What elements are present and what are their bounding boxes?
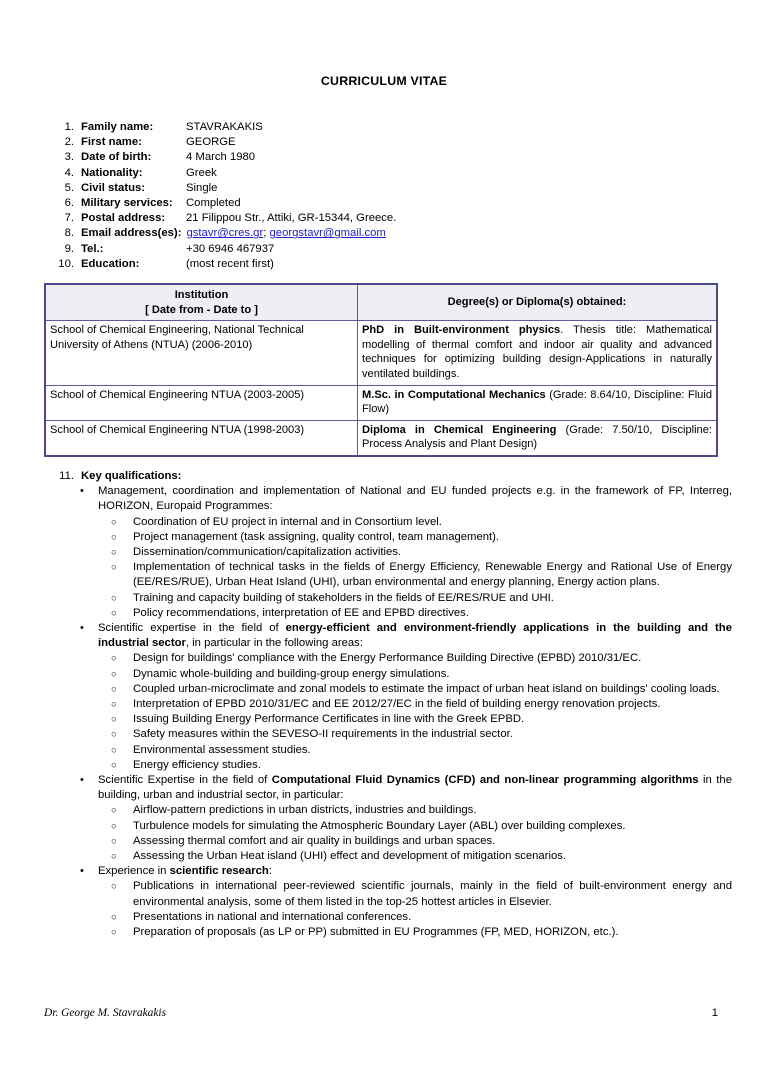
- qualification-subitem-text: Design for buildings' compliance with the Energy Performance Building Directive (EPBD) 2010/31/EC.: [133, 652, 642, 665]
- qualification-subitem: [98, 515, 732, 530]
- personal-detail-row: [52, 196, 732, 211]
- table-row: [45, 385, 717, 420]
- subbullet-icon: ○: [111, 805, 117, 817]
- header-institution: [45, 284, 358, 321]
- personal-detail-number: 5.: [64, 181, 74, 194]
- text-pre: Experience in: [98, 865, 170, 878]
- qualification-subitem: [98, 727, 732, 742]
- degree-title: PhD in Built-environment physics: [362, 324, 561, 337]
- qualification-subitem: [98, 606, 732, 621]
- personal-detail-number: 2.: [64, 136, 74, 149]
- personal-detail-value: 4 March 1980: [186, 151, 256, 164]
- qualification-subitem: [98, 803, 732, 818]
- qualification-item: [52, 864, 732, 940]
- personal-detail-row: [52, 242, 732, 257]
- personal-detail-number: 1.: [64, 121, 74, 133]
- table-row: [45, 321, 717, 385]
- degree-details: . Thesis title: Mathematical modelling of thermal comfort and indoor air quality and advanced techniques for optimizing building design-Applications in naturally ventilated buildings.: [362, 324, 712, 380]
- qualification-subitem-text: Assessing the Urban Heat island (UHI) effect and development of mitigation scenarios.: [133, 850, 567, 863]
- education-table-head: [45, 284, 717, 321]
- subbullet-icon: ○: [111, 547, 117, 559]
- subbullet-icon: ○: [111, 927, 117, 939]
- qualification-subitem-text: Energy efficiency studies.: [133, 758, 261, 771]
- degree-title: M.Sc. in Computational Mechanics: [362, 388, 546, 401]
- personal-detail-row: [52, 226, 732, 241]
- qualification-subitem-text: Training and capacity building of stakeholders in the fields of EE/RES/RUE and UHI.: [133, 591, 554, 604]
- subbullet-icon: ○: [111, 699, 117, 711]
- text-emphasis: scientific research: [169, 865, 269, 878]
- page-title: CURRICULUM VITAE: [320, 74, 448, 88]
- key-qualifications-bullets: [52, 484, 732, 940]
- personal-detail-label: Email address(es):: [81, 227, 182, 240]
- education-table-body: [45, 321, 717, 456]
- qualification-subitem: [98, 651, 732, 666]
- personal-detail-row: [52, 211, 732, 226]
- subbullet-icon: ○: [111, 531, 117, 543]
- email-link-primary[interactable]: gstavr@cres.gr: [186, 227, 264, 240]
- qualification-item-text: [98, 622, 732, 649]
- subbullet-icon: ○: [111, 881, 117, 893]
- personal-detail-value: Greek: [186, 166, 217, 179]
- qualification-subitem: [98, 819, 732, 834]
- subbullet-icon: ○: [111, 607, 117, 619]
- personal-detail-number: 10.: [58, 257, 74, 270]
- footer-author-name: Dr. George M. Stavrakakis: [44, 1007, 167, 1019]
- header-degree: Degree(s) or Diploma(s) obtained:: [358, 284, 718, 321]
- degree-details: (Grade: 7.50/10, Discipline: Process Analysis and Plant Design): [362, 423, 712, 451]
- subbullet-icon: ○: [111, 911, 117, 923]
- text-pre: Scientific expertise in the field of: [98, 622, 286, 635]
- personal-detail-number: 3.: [64, 151, 74, 164]
- bullet-icon: •: [80, 774, 84, 787]
- text-post: in the building, urban and industrial sector, in particular:: [98, 774, 732, 802]
- personal-detail-label: Tel.:: [81, 242, 104, 255]
- subbullet-icon: ○: [111, 729, 117, 741]
- personal-detail-label: First name:: [81, 136, 142, 149]
- qualification-subitem: [98, 591, 732, 606]
- qualification-subitem-text: Assessing thermal comfort and air quality in buildings and urban spaces.: [133, 834, 496, 847]
- personal-detail-label: Date of birth:: [81, 151, 152, 164]
- qualification-subitem-text: Interpretation of EPBD 2010/31/EC and EE 2012/27/EC in the field of building energy renovation projects.: [133, 698, 661, 711]
- personal-detail-row: [52, 120, 732, 135]
- personal-detail-value: (most recent first): [186, 257, 274, 270]
- personal-detail-value: Completed: [186, 196, 241, 209]
- personal-detail-value: STAVRAKAKIS: [186, 121, 263, 133]
- degree-details: (Grade: 8.64/10, Discipline: Fluid Flow): [362, 388, 712, 416]
- cell-degree: [358, 420, 718, 456]
- cell-institution: School of Chemical Engineering NTUA (1998-2003): [45, 420, 358, 456]
- cell-degree: [358, 321, 718, 385]
- header-institution-line2: [ Date from - Date to ]: [145, 303, 258, 316]
- personal-detail-label: Nationality:: [81, 166, 143, 179]
- qualification-subitem-text: Preparation of proposals (as LP or PP) submitted in EU Programmes (FP, MED, HORIZON, etc.).: [133, 926, 619, 939]
- cell-degree: [358, 385, 718, 420]
- qualification-subitem: [98, 910, 732, 925]
- qualification-subitem-text: Dynamic whole-building and building-group energy simulations.: [133, 667, 450, 680]
- subbullet-icon: ○: [111, 759, 117, 771]
- personal-detail-label: Family name:: [81, 121, 154, 133]
- education-table: [44, 283, 718, 457]
- qualification-item: [52, 484, 732, 621]
- qualification-item-text: Management, coordination and implementation of National and EU funded projects e.g. in the framework of FP, Interreg, HORIZON, Europaid Programmes:: [98, 485, 732, 513]
- personal-detail-value: 21 Filippou Str., Attiki, GR-15344, Greece.: [186, 212, 397, 225]
- degree-title: Diploma in Chemical Engineering: [362, 423, 557, 436]
- qualification-subitem: [98, 849, 732, 864]
- personal-detail-row: [52, 181, 732, 196]
- text-pre: Scientific Expertise in the field of: [98, 774, 272, 787]
- qualification-item: [52, 773, 732, 864]
- qualification-subitem: [98, 879, 732, 909]
- qualification-subitem: [98, 743, 732, 758]
- personal-detail-row: [52, 150, 732, 165]
- qualification-subitem-text: Safety measures within the SEVESO-II requirements in the industrial sector.: [133, 728, 513, 741]
- qualification-item-text: [98, 865, 272, 877]
- qualification-subitem: [98, 925, 732, 940]
- personal-detail-row: [52, 135, 732, 150]
- personal-detail-number: 4.: [64, 166, 74, 179]
- personal-detail-value: GEORGE: [186, 136, 236, 149]
- text-emphasis: energy-efficient and environment-friendly applications in the building and the industrial sector: [98, 622, 732, 650]
- personal-detail-label: Civil status:: [81, 181, 146, 194]
- personal-detail-number: 7.: [64, 212, 74, 225]
- qualification-item: [52, 621, 732, 773]
- qualification-subitems: [98, 879, 732, 940]
- cell-institution: School of Chemical Engineering, National Technical University of Athens (NTUA) (2006-2010): [45, 321, 358, 385]
- qualification-subitem: [98, 560, 732, 590]
- text-post: :: [268, 865, 272, 878]
- qualification-subitem-text: Issuing Building Energy Performance Certificates in line with the Greek EPBD.: [133, 713, 525, 726]
- subbullet-icon: ○: [111, 714, 117, 726]
- subbullet-icon: ○: [111, 653, 117, 665]
- bullet-icon: •: [80, 622, 84, 635]
- qualification-subitems: [98, 651, 732, 773]
- table-header-row: [45, 284, 717, 321]
- key-qualifications-number: 11.: [59, 470, 74, 482]
- qualification-subitem-text: Policy recommendations, interpretation of EE and EPBD directives.: [133, 606, 469, 619]
- subbullet-icon: ○: [111, 851, 117, 863]
- table-row: [45, 420, 717, 456]
- qualification-subitem: [98, 667, 732, 682]
- personal-detail-value: Single: [186, 181, 218, 194]
- qualification-subitem-text: Coupled urban-microclimate and zonal models to estimate the impact of urban heat island on buildings' cooling loads.: [133, 682, 720, 695]
- personal-detail-row: [52, 257, 732, 272]
- subbullet-icon: ○: [111, 683, 117, 695]
- personal-detail-label: Postal address:: [81, 212, 166, 225]
- personal-detail-number: 9.: [64, 242, 74, 255]
- qualification-subitem: [98, 758, 732, 773]
- personal-detail-label: Military services:: [81, 196, 173, 209]
- email-link-secondary[interactable]: georgstavr@gmail.com: [269, 227, 386, 240]
- qualification-subitem-text: Turbulence models for simulating the Atmospheric Boundary Layer (ABL) over building complexes.: [133, 819, 626, 832]
- subbullet-icon: ○: [111, 668, 117, 680]
- personal-detail-row: [52, 166, 732, 181]
- qualification-subitem: [98, 545, 732, 560]
- cell-institution: School of Chemical Engineering NTUA (2003-2005): [45, 385, 358, 420]
- personal-detail-number: 8.: [64, 227, 74, 240]
- subbullet-icon: ○: [111, 835, 117, 847]
- qualification-subitem-text: Publications in international peer-reviewed scientific journals, mainly in the field of built-environment energy and environmental analysis, some of them listed in the top-25 hottest articles in Elsevier.: [133, 880, 732, 908]
- bullet-icon: •: [80, 485, 84, 498]
- personal-detail-value: +30 6946 467937: [186, 242, 275, 255]
- page-footer: [44, 1007, 718, 1019]
- personal-detail-value: [186, 226, 385, 241]
- qualification-subitem: [98, 712, 732, 727]
- qualification-subitem-text: Implementation of technical tasks in the fields of Energy Efficiency, Renewable Energy and Rational Use of Energy (EE/RES/RUE), Urban Heat Island (UHI), urban environmental and energy planning, Energy action plans.: [133, 561, 732, 589]
- key-qualifications-heading: [52, 469, 732, 484]
- qualification-subitem-text: Environmental assessment studies.: [133, 743, 311, 756]
- text-post: , in particular in the following areas:: [185, 637, 363, 650]
- qualification-subitem: [98, 697, 732, 712]
- qualification-subitem-text: Coordination of EU project in internal and in Consortium level.: [133, 515, 442, 528]
- qualification-subitem: [98, 682, 732, 697]
- bullet-icon: •: [80, 865, 84, 878]
- email-separator: ;: [263, 227, 270, 240]
- qualification-subitem-text: Airflow-pattern predictions in urban districts, industries and buildings.: [133, 804, 477, 817]
- qualification-subitem-text: Dissemination/communication/capitalization activities.: [133, 546, 402, 559]
- subbullet-icon: ○: [111, 820, 117, 832]
- qualification-subitem: [98, 834, 732, 849]
- personal-detail-number: 6.: [64, 196, 74, 209]
- subbullet-icon: ○: [111, 562, 117, 574]
- qualification-subitem-text: Project management (task assigning, quality control, team management).: [133, 530, 500, 543]
- qualification-subitems: [98, 515, 732, 621]
- text-emphasis: Computational Fluid Dynamics (CFD) and non-linear programming algorithms: [271, 774, 699, 787]
- footer-page-number: 1: [711, 1007, 718, 1019]
- qualification-subitem: [98, 530, 732, 545]
- header-institution-line1: Institution: [174, 289, 229, 301]
- subbullet-icon: ○: [111, 744, 117, 756]
- qualification-subitem-text: Presentations in national and international conferences.: [133, 910, 412, 923]
- qualification-subitems: [98, 803, 732, 864]
- qualification-item-text: [98, 774, 732, 801]
- key-qualifications-section: [52, 469, 732, 940]
- subbullet-icon: ○: [111, 592, 117, 604]
- personal-details-list: [52, 120, 732, 272]
- subbullet-icon: ○: [111, 516, 117, 528]
- personal-detail-label: Education:: [81, 257, 140, 270]
- key-qualifications-heading-text: Key qualifications:: [81, 470, 182, 482]
